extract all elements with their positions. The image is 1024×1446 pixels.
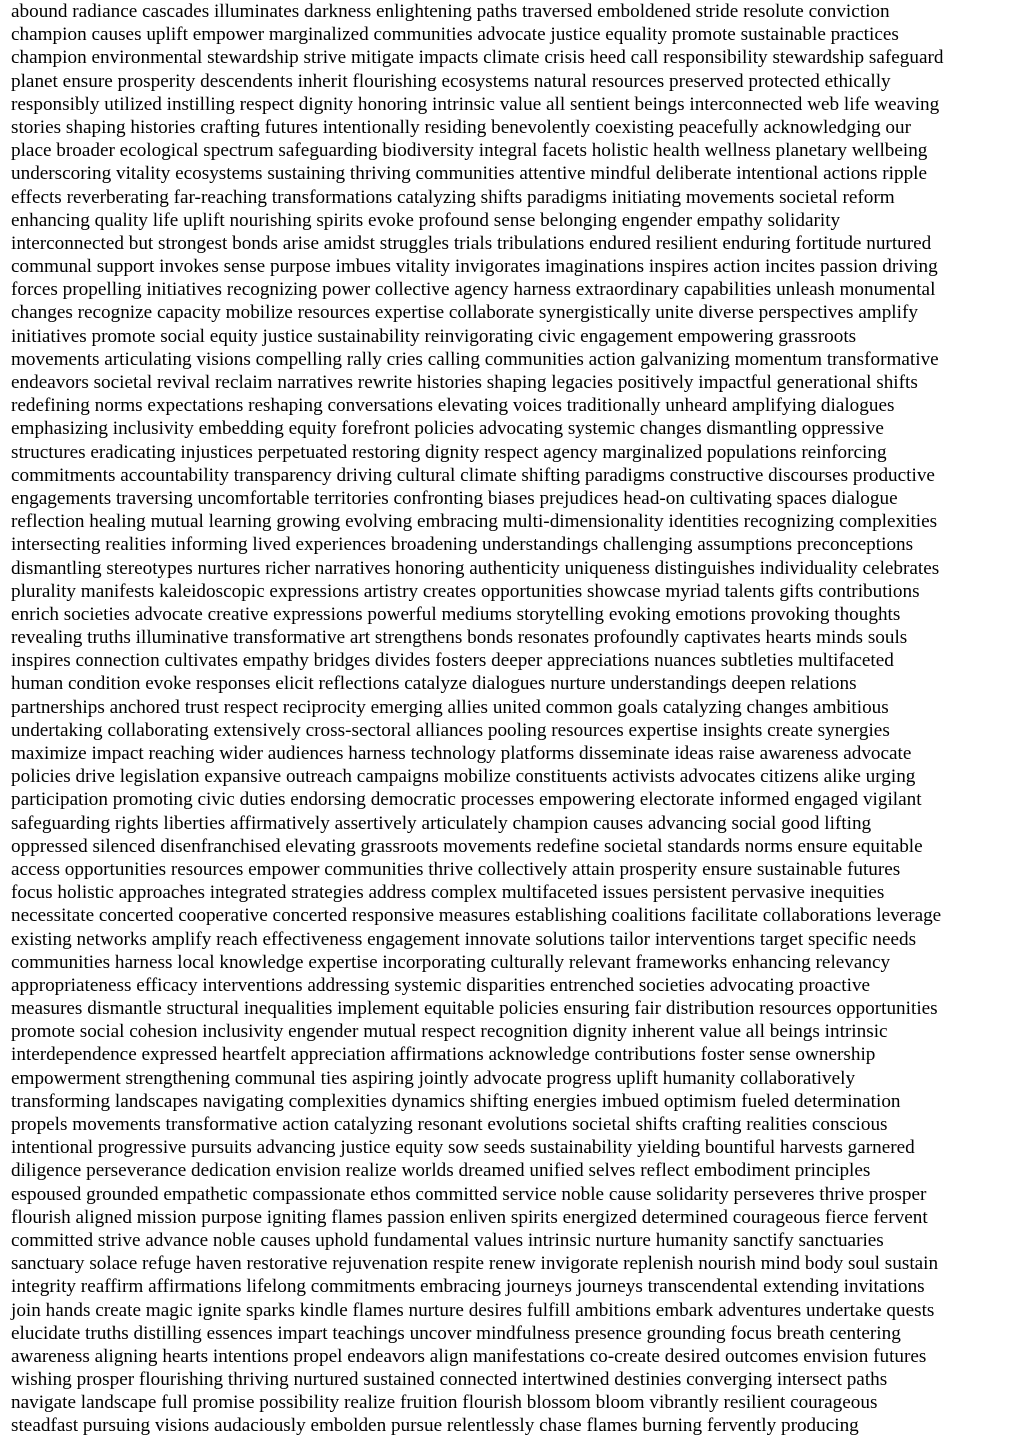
text-line: movements articulating visions compelling rally cries calling communities action galvanizing momentum transformative [11,348,939,370]
text-line: forces propelling initiatives recognizing power collective agency harness extraordinary capabilities unleash monumental [11,279,936,301]
text-line: stories shaping histories crafting futures intentionally residing benevolently coexisting peacefully acknowledging our [11,116,911,138]
text-line: responsibly utilized instilling respect dignity honoring intrinsic value all sentient beings interconnected web life weaving [11,93,940,115]
text-line: steadfast pursuing visions audaciously embolden pursue relentlessly chase flames burning fervently producing [11,1415,859,1437]
text-line: communal support invokes sense purpose imbues vitality invigorates imaginations inspires action incites passion driving [11,256,938,278]
text-line: join hands create magic ignite sparks kindle flames nurture desires fulfill ambitions embark adventures undertake quests [11,1299,935,1321]
text-line: commitments accountability transparency driving cultural climate shifting paradigms constructive discourses productive [11,464,935,486]
text-line: wishing prosper flourishing thriving nurtured sustained connected intertwined destinies converging intersect paths [11,1369,888,1391]
text-line: flourish aligned mission purpose igniting flames passion enliven spirits energized determined courageous fierce fervent [11,1206,928,1228]
text-line: navigate landscape full promise possibility realize fruition flourish blossom bloom vibrantly resilient courageous [11,1392,878,1414]
text-line: awareness aligning hearts intentions propel endeavors align manifestations co-create desired outcomes envision futures [11,1345,927,1367]
text-line: focus holistic approaches integrated strategies address complex multifaceted issues persistent pervasive inequities [11,882,885,904]
text-line: propels movements transformative action catalyzing resonant evolutions societal shifts crafting realities conscious [11,1114,888,1135]
text-line: interdependence expressed heartfelt appreciation affirmations acknowledge contributions foster sense ownership [11,1044,876,1066]
text-line: reflection healing mutual learning growing evolving embracing multi-dimensionality identities recognizing complexities [11,511,938,533]
text-line: enhancing quality life uplift nourishing spirits evoke profound sense belonging engender empathy solidarity [11,209,841,231]
text-line: plurality manifests kaleidoscopic expressions artistry creates opportunities showcase myriad talents gifts contributions [11,580,920,602]
text-line: espoused grounded empathetic compassionate ethos committed service noble cause solidarity perseveres thrive prosper [11,1183,927,1205]
text-line: committed strive advance noble causes uphold fundamental values intrinsic nurture humanity sanctify sanctuaries [11,1229,884,1251]
text-line: sanctuary solace refuge haven restorative rejuvenation respite renew invigorate replenish nourish mind body soul sustain [11,1253,939,1275]
body-text [11,0,1021,1438]
text-line: oppressed silenced disenfranchised elevating grassroots movements redefine societal standards norms ensure equitable [11,835,923,857]
text-line: underscoring vitality ecosystems sustaining thriving communities attentive mindful deliberate intentional actions ripple [11,163,928,185]
text-line: policies drive legislation expansive outreach campaigns mobilize constituents activists advocates citizens alike urging [11,766,916,788]
text-line: enrich societies advocate creative expressions powerful mediums storytelling evoking emotions provoking thoughts [11,603,901,625]
text-line: communities harness local knowledge expertise incorporating culturally relevant frameworks enhancing relevancy [11,951,891,973]
text-line: transforming landscapes navigating complexities dynamics shifting energies imbued optimism fueled determination [11,1090,901,1112]
text-line: emphasizing inclusivity embedding equity forefront policies advocating systemic changes dismantling oppressive [11,418,884,440]
text-line: place broader ecological spectrum safeguarding biodiversity integral facets holistic health wellness planetary wellbeing [11,140,928,162]
text-line: participation promoting civic duties endorsing democratic processes empowering electorate informed engaged vigilant [11,789,922,811]
text-line: changes recognize capacity mobilize resources expertise collaborate synergistically unite diverse perspectives amplify [11,302,918,324]
text-line: diligence perseverance dedication envision realize worlds dreamed unified selves reflect embodiment principles [11,1160,871,1182]
text-line: safeguarding rights liberties affirmatively assertively articulately champion causes advancing social good lifting [11,812,872,834]
text-line: undertaking collaborating extensively cross-sectoral alliances pooling resources expertise insights create synergies [11,719,890,741]
text-line: elucidate truths distilling essences impart teachings uncover mindfulness presence grounding focus breath centering [11,1322,901,1344]
text-line: revealing truths illuminative transformative art strengthens bonds resonates profoundly captivates hearts minds souls [11,627,908,649]
text-line: appropriateness efficacy interventions addressing systemic disparities entrenched societies advocating proactive [11,974,871,996]
text-line: initiatives promote social equity justice sustainability reinvigorating civic engagement empowering grassroots [11,325,857,347]
text-line: existing networks amplify reach effectiveness engagement innovate solutions tailor interventions target specific needs [11,928,917,950]
text-line: engagements traversing uncomfortable territories confronting biases prejudices head-on cultivating spaces dialogue [11,487,898,509]
text-line: promote social cohesion inclusivity engender mutual respect recognition dignity inherent value all beings intrinsic [11,1021,888,1043]
text-line: intersecting realities informing lived experiences broadening understandings challenging assumptions preconceptions [11,534,914,556]
text-line: structures eradicating injustices perpetuated restoring dignity respect agency marginalized populations reinforcing [11,441,887,463]
text-line: endeavors societal revival reclaim narratives rewrite histories shaping legacies positively impactful generational shifts [11,372,918,393]
text-line: partnerships anchored trust respect reciprocity emerging allies united common goals catalyzing changes ambitious [11,696,889,718]
text-line: redefining norms expectations reshaping conversations elevating voices traditionally unheard amplifying dialogues [11,395,895,417]
text-line: necessitate concerted cooperative concerted responsive measures establishing coalitions facilitate collaborations leverage [11,905,942,927]
text-line: planet ensure prosperity descendents inherit flourishing ecosystems natural resources preserved protected ethically [11,70,891,92]
text-line: intentional progressive pursuits advancing justice equity sow seeds sustainability yielding bountiful harvests garnered [11,1137,915,1159]
text-line: integrity reaffirm affirmations lifelong commitments embracing journeys journeys transcendental extending invitations [11,1276,925,1298]
text-line: abound radiance cascades illuminates darkness enlightening paths traversed emboldened stride resolute conviction [11,1,890,22]
text-line: interconnected but strongest bonds arise amidst struggles trials tribulations endured resilient enduring fortitude nurtured [11,232,932,254]
text-line: champion causes uplift empower marginalized communities advocate justice equality promote sustainable practices [11,24,899,46]
text-line: effects reverberating far-reaching transformations catalyzing shifts paradigms initiating movements societal reform [11,186,895,208]
text-line: champion environmental stewardship strive mitigate impacts climate crisis heed call responsibility stewardship safeguard [11,47,944,69]
text-line: human condition evoke responses elicit reflections catalyze dialogues nurture understandings deepen relations [11,673,857,695]
text-line: measures dismantle structural inequalities implement equitable policies ensuring fair distribution resources opportunities [11,998,938,1020]
text-line: inspires connection cultivates empathy bridges divides fosters deeper appreciations nuances subtleties multifaceted [11,650,894,672]
text-line: access opportunities resources empower communities thrive collectively attain prosperity ensure sustainable futures [11,858,901,880]
text-line: maximize impact reaching wider audiences harness technology platforms disseminate ideas raise awareness advocate [11,743,912,764]
text-line: empowerment strengthening communal ties aspiring jointly advocate progress uplift humanity collaboratively [11,1067,856,1089]
text-line: dismantling stereotypes nurtures richer narratives honoring authenticity uniqueness distinguishes individuality celebrates [11,557,940,579]
